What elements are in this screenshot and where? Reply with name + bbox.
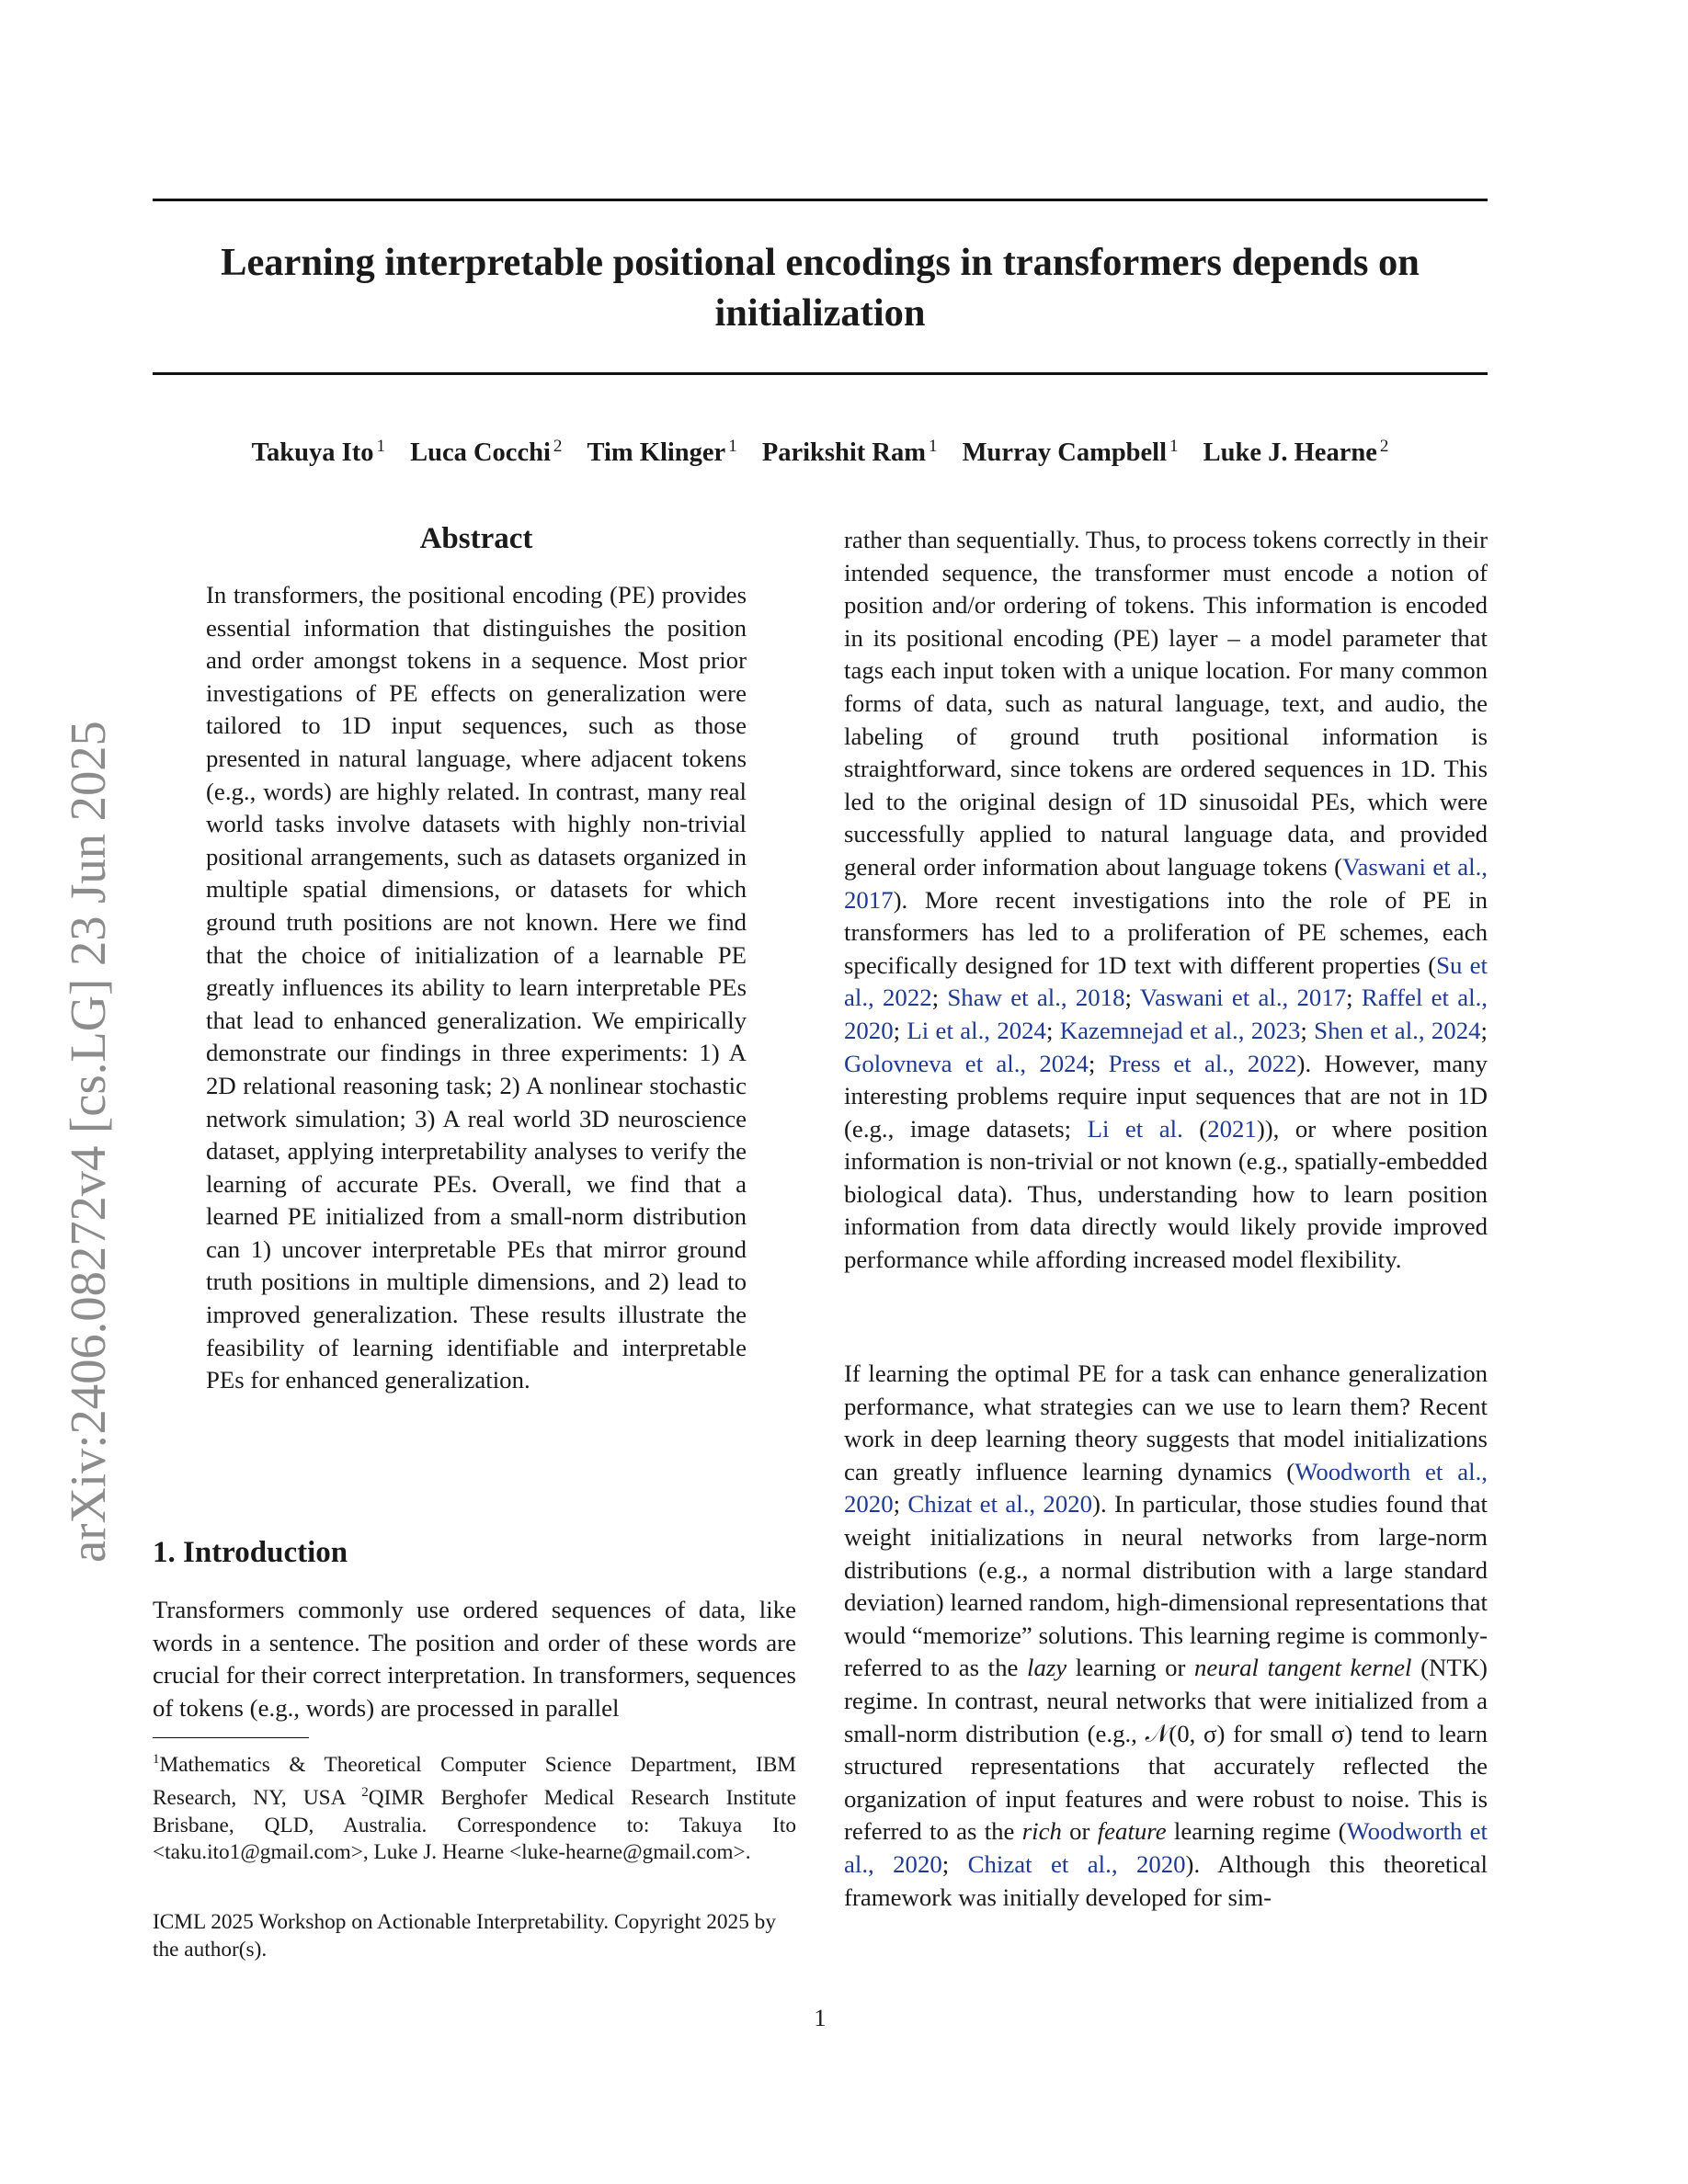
citation-separator: ; <box>893 1490 908 1519</box>
emphasized-term: rich <box>1021 1817 1062 1846</box>
citation-link[interactable]: Chizat et al., 2020 <box>907 1490 1093 1519</box>
body-text: learning or <box>1066 1654 1195 1682</box>
author-affiliation-mark: 2 <box>553 437 563 456</box>
citation-link[interactable]: Su et al., 2022 <box>844 950 1488 1012</box>
introduction-paragraph: Transformers commonly use ordered sequences of data, like words in a sentence. The position and order of these words are crucial for their correct interpretation. In transformers, sequences of tokens (e.g., words) are processed in parallel <box>153 1596 796 1722</box>
body-text: ( <box>1182 1114 1208 1143</box>
body-text: learning regime ( <box>1166 1817 1347 1846</box>
abstract-text: In transformers, the positional encoding (PE) provides essential information that distinguishes the position and order amongst tokens in a sequence. Most prior investigations of PE effects on generalization were tailored to 1D input sequences, such as those presented in natural language, where adjacent tokens (e.g., words) are highly related. In contrast, many real world tasks involve datasets with highly non-trivial positional arrangements, such as datasets organized in multiple spatial dimensions, or datasets for which ground truth positions are not known. Here we find that the choice of initialization of a learnable PE greatly influences its ability to learn interpretable PEs that lead to enhanced generalization. We empirically demonstrate our findings in three experiments: 1) A 2D relational reasoning task; 2) A nonlinear stochastic network simulation; 3) A real world 3D neuroscience dataset, applying interpretability analyses to verify the learning of accurate PEs. Overall, we find that a learned PE initialized from a small-norm distribution can 1) uncover interpretable PEs that mirror ground truth positions in multiple dimensions, and 2) lead to improved generalization. These results illustrate the feasibility of learning identifiable and interpretable PEs for enhanced generalization. <box>206 581 747 1394</box>
citation-link[interactable]: Woodworth et al., 2020 <box>844 1817 1488 1878</box>
citation-separator: ; <box>893 1016 907 1044</box>
body-text: (NTK) regime. In contrast, neural networks that were initialized from a small-norm distribution (e.g., 𝒩(0, σ) for small σ) tend to learn structured representations that accurately reflected the organization of input features and were robust to noise. This is referred to as the <box>844 1654 1488 1846</box>
author-name: Luca Cocchi <box>410 438 551 467</box>
arxiv-identifier-stamp: arXiv:2406.08272v4 [cs.LG] 23 Jun 2025 <box>60 721 116 1563</box>
citation-link[interactable]: Press et al., 2022 <box>1108 1049 1297 1077</box>
citation-separator: ; <box>941 1849 968 1878</box>
page-number: 1 <box>814 2004 827 2031</box>
author <box>252 438 385 467</box>
emphasized-term: feature <box>1097 1817 1167 1846</box>
citation-link[interactable]: Golovneva et al., 2024 <box>844 1049 1089 1077</box>
author-affiliation-mark: 1 <box>1169 437 1179 456</box>
citation-separator: ; <box>1124 984 1140 1012</box>
body-text: ). More recent investigations into the role of PE in transformers has led to a proliferation of PE schemes, each specifically designed for 1D text with different properties ( <box>844 885 1488 979</box>
author-affiliation-mark: 1 <box>728 437 737 456</box>
body-text: ). However, many interesting problems require input sequences that are not in 1D (e.g., image datasets; <box>844 1049 1488 1143</box>
citation-link[interactable]: Raffel et al., 2020 <box>844 984 1488 1044</box>
body-paragraph <box>844 1358 1488 1914</box>
citation-link[interactable]: Woodworth et al., 2020 <box>844 1457 1488 1519</box>
affiliation-footnote <box>153 1746 796 1867</box>
citation-separator: ; <box>1045 1016 1060 1044</box>
author-name: Tim Klinger <box>587 438 726 467</box>
emphasized-term: neural tangent kernel <box>1194 1654 1412 1682</box>
citation-separator: ; <box>931 984 948 1012</box>
title-rule-bottom <box>153 372 1488 375</box>
author <box>1203 438 1389 467</box>
author-name: Takuya Ito <box>251 438 374 467</box>
author-name: Luke J. Hearne <box>1203 438 1377 467</box>
author-affiliation-mark: 2 <box>1379 437 1389 456</box>
author-affiliation-mark: 1 <box>376 437 385 456</box>
citation-separator: ; <box>1088 1049 1109 1077</box>
citation-link[interactable]: Li et al., 2024 <box>907 1016 1046 1044</box>
body-text: ). In particular, those studies found that weight initializations in neural networks from large-norm distributions (e.g., a normal distribution with a large standard deviation) learned random, high-dimensional representations that would “memorize” solutions. This learning regime is commonly-referred to as the <box>844 1490 1488 1682</box>
citation-separator: ; <box>1480 1016 1488 1044</box>
footnote-rule <box>153 1737 309 1738</box>
citation-link[interactable]: 2021 <box>1207 1114 1257 1143</box>
copyright-notice: ICML 2025 Workshop on Actionable Interpretability. Copyright 2025 by the author(s). <box>153 1910 776 1962</box>
author-name: Murray Campbell <box>962 438 1168 467</box>
affiliation-text: QIMR Berghofer Medical Research Institute Brisbane, QLD, Australia. Correspondence to: Takuya Ito <taku.ito1@gmail.com>, Luke J. Hearne <luke-hearne@gmail.com>. <box>153 1785 796 1865</box>
body-paragraph <box>844 524 1488 1277</box>
body-text: )), or where position information is non-trivial or not known (e.g., spatially-embedded biological data). Thus, understanding how to learn position information from data directly would likely provide improved performance while affording increased model flexibility. <box>844 1114 1488 1274</box>
body-text: If learning the optimal PE for a task can enhance generalization performance, what strategies can we use to learn them? Recent work in deep learning theory suggests that model initializations can greatly influence learning dynamics ( <box>844 1359 1488 1485</box>
citation-link[interactable]: Vaswani et al., 2017 <box>1139 984 1347 1012</box>
citation-link[interactable]: Li et al. <box>1087 1114 1183 1143</box>
abstract-heading: Abstract <box>419 522 533 555</box>
citation-link[interactable]: Kazemnejad et al., 2023 <box>1059 1016 1301 1044</box>
footnote-mark: 1 <box>153 1752 160 1767</box>
affiliation-text: Mathematics & Theoretical Computer Science Department, IBM Research, NY, USA <box>153 1753 796 1810</box>
author <box>762 438 938 467</box>
author-affiliation-mark: 1 <box>928 437 938 456</box>
citation-link[interactable]: Shen et al., 2024 <box>1314 1016 1481 1044</box>
footnote-mark: 2 <box>361 1784 369 1800</box>
author <box>587 438 737 467</box>
emphasized-term: lazy <box>1027 1654 1067 1682</box>
body-text: or <box>1061 1817 1098 1846</box>
citation-link[interactable]: Chizat et al., 2020 <box>967 1849 1186 1878</box>
body-text: rather than sequentially. Thus, to process tokens correctly in their intended sequence, the transformer must encode a notion of position and/or ordering of tokens. This information is encoded in its positional encoding (PE) layer – a model parameter that tags each input token with a unique location. For many common forms of data, such as natural language, text, and audio, the labeling of ground truth positional information is straightforward, since tokens are ordered sequences in 1D. This led to the original design of 1D sinusoidal PEs, which were successfully applied to natural language data, and provided general order information about language tokens ( <box>844 526 1488 881</box>
citation-link[interactable]: Shaw et al., 2018 <box>947 984 1125 1012</box>
author <box>963 438 1179 467</box>
citation-link[interactable]: Vaswani et al., 2017 <box>844 852 1488 914</box>
title-rule-top <box>153 199 1488 201</box>
author-list <box>153 428 1488 472</box>
author-name: Parikshit Ram <box>761 438 926 467</box>
paper-title: Learning interpretable positional encodings in transformers depends on initialization <box>221 241 1420 335</box>
body-text: ). Although this theoretical framework was initially developed for sim- <box>844 1849 1488 1911</box>
section-heading-introduction: 1. Introduction <box>153 1536 348 1569</box>
citation-separator: ; <box>1346 984 1362 1012</box>
author <box>410 438 562 467</box>
citation-separator: ; <box>1300 1016 1315 1044</box>
